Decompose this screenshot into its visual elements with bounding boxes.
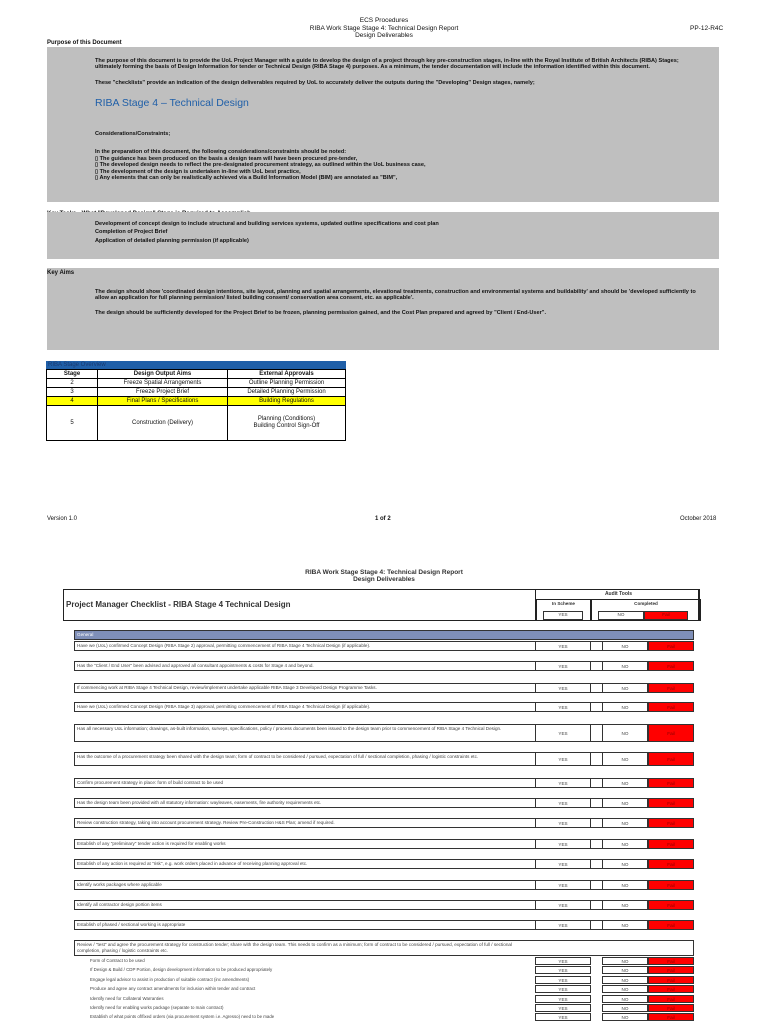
aim-cell: Construction (Delivery) (98, 406, 228, 441)
fail-cell: Fail (648, 798, 694, 808)
question-text: Confirm procurement strategy in place: form of build contract to be used (77, 780, 224, 785)
checklist-title: Project Manager Checklist - RIBA Stage 4 Technical Design (66, 600, 291, 609)
sub-item-row (74, 976, 694, 984)
table-row (74, 724, 694, 742)
audit-tools-box (535, 589, 700, 621)
sub-item-row (74, 957, 694, 965)
fail-cell: Fail (648, 976, 694, 984)
approval-cell: Detailed Planning Permission (228, 388, 346, 397)
approval-line: Building Control Sign-Off (253, 423, 320, 429)
fail-cell: Fail (648, 900, 694, 910)
question-text: Has all necessary UoL information; drawings, as-built information, surveys, specifications, policy / process documents been issued to the design team prior to commencement of RIBA Stage 4 Technical Design. (77, 726, 502, 731)
completed-label: Completed (634, 601, 658, 606)
stage-table-header-row (47, 370, 346, 379)
yes-cell: YES (535, 1013, 591, 1021)
no-cell: NO (602, 900, 648, 910)
no-cell: NO (602, 661, 648, 671)
considerations-list (95, 156, 695, 182)
yes-cell: YES (535, 880, 591, 890)
page2-title-line-1: RIBA Work Stage Stage 4: Technical Design Report (305, 569, 463, 576)
sub-item-row (74, 1013, 694, 1021)
stage-cell: 5 (47, 406, 98, 441)
fail-cell: Fail (648, 752, 694, 766)
considerations-heading: Considerations/Constraints; (95, 131, 171, 137)
yes-cell: YES (535, 641, 591, 651)
yes-cell: YES (535, 661, 591, 671)
yes-cell: YES (535, 798, 591, 808)
question-text: Has the "Client / End User" been advised and approved all consultant appointments & costs for Stage 4 and beyond. (77, 663, 314, 668)
fail-cell: Fail (648, 683, 694, 693)
header-line-3: Design Deliverables (355, 32, 413, 39)
fail-cell: Fail (648, 957, 694, 965)
yes-cell: YES (535, 839, 591, 849)
fail-cell: Fail (648, 641, 694, 651)
no-cell: NO (602, 966, 648, 974)
question-text: Has the design team been provided with all statutory information: wayleaves, easements, fire authority requirements etc. (77, 800, 322, 805)
yes-cell: YES (535, 957, 591, 965)
yes-cell: YES (535, 818, 591, 828)
yes-cell: YES (535, 683, 591, 693)
stage-cell: 2 (47, 379, 98, 388)
sub-item-text: Establish of what points of/fixed orders (via procurement system i.e. Agresso) need to be made (90, 1014, 275, 1020)
footer-version: Version 1.0 (47, 516, 78, 522)
fail-cell: Fail (648, 985, 694, 993)
table-row (74, 900, 694, 910)
fail-cell: Fail (648, 702, 694, 712)
in-scheme-col (536, 599, 591, 621)
key-task-item: Completion of Project Brief (95, 229, 168, 236)
no-cell: NO (602, 798, 648, 808)
fail-cell: Fail (648, 839, 694, 849)
yes-cell: YES (535, 995, 591, 1003)
fail-cell: Fail (648, 818, 694, 828)
key-tasks-list (95, 221, 695, 244)
fail-cell: Fail (648, 880, 694, 890)
fail-cell: Fail (648, 1013, 694, 1021)
table-row (74, 798, 694, 808)
in-scheme-label: In Scheme (552, 601, 575, 606)
table-row (74, 818, 694, 828)
table-row (74, 880, 694, 890)
approval-cell: Outline Planning Permission (228, 379, 346, 388)
table-row (74, 702, 694, 712)
purpose-para-2: These "checklists" provide an indication of the design deliverables required by UoL to accurately deliver the outputs during the "Developing" Design stages, namely; (95, 80, 535, 86)
doc-header (234, 17, 534, 40)
no-cell: NO (602, 985, 648, 993)
fail-cell: Fail (648, 966, 694, 974)
header-line-2: RIBA Work Stage Stage 4: Technical Design Report (309, 24, 459, 32)
doc-code: PP-12-R4C (690, 25, 724, 32)
no-cell: NO (602, 1004, 648, 1012)
no-cell: NO (602, 859, 648, 869)
checklist-header (63, 589, 699, 621)
table-row (47, 406, 346, 441)
sub-item-text: Engage legal advisor to assist in production of suitable contract (inc amendments) (90, 976, 250, 982)
review-text (74, 940, 694, 956)
key-task-item: Application of detailed planning permission (if applicable) (95, 237, 249, 244)
fail-cell: Fail (648, 995, 694, 1003)
table-row (47, 379, 346, 388)
section-general: General (74, 630, 694, 640)
col-header: Stage (47, 370, 98, 379)
yes-cell: YES (535, 985, 591, 993)
no-cell: NO (602, 818, 648, 828)
question-text: Has the outcome of a procurement strategy been shared with the design team; form of contract to be considered / pursued, expectation of full / sectional completion, phasing / logistic constraints etc. (77, 754, 479, 759)
page2-title-line-2: Design Deliverables (353, 576, 415, 583)
no-cell: NO (602, 702, 648, 712)
table-row (74, 839, 694, 849)
stage-overview-table (46, 361, 346, 441)
sub-item-text: Identify need for enabling works package (separate to main contract) (90, 1005, 224, 1010)
stage-cell: 3 (47, 388, 98, 397)
yes-cell: YES (535, 1004, 591, 1012)
approval-cell (228, 406, 346, 441)
consideration-item: ▯ The development of the design is undertaken in-line with UoL best practice, (95, 168, 301, 175)
table-row (74, 859, 694, 869)
sub-item-text: Produce and agree any contract amendments for inclusion within tender and contract (90, 986, 256, 992)
question-text: Identify works packages where applicable (77, 882, 162, 887)
yes-cell: YES (535, 920, 591, 930)
sub-item-text: Form of Contract to be used (90, 958, 145, 963)
consideration-item: ▯ The developed design needs to reflect the pre-designated procurement strategy, as outlined within the UoL business case, (95, 162, 426, 169)
yes-cell: YES (535, 752, 591, 766)
sub-item-text: If Design & Build / CDP Portion, design development information to be produced appropriately (90, 967, 273, 973)
no-cell: NO (602, 683, 648, 693)
fail-cell: Fail (648, 1004, 694, 1012)
table-row-highlighted (47, 397, 346, 406)
yes-cell: YES (535, 966, 591, 974)
fail-cell: Fail (648, 724, 694, 742)
consideration-item: ▯ Any elements that can only be realistically achieved via a Build Information Model (BIM) are annotated as "BIM", (95, 175, 398, 182)
fail-cell: Fail (648, 661, 694, 671)
stage-title: RIBA Stage 4 – Technical Design (95, 97, 249, 109)
sub-item-row (74, 966, 694, 974)
table-row (74, 661, 694, 671)
key-aims-panel (47, 268, 719, 350)
fail-cell: Fail (648, 859, 694, 869)
no-cell: NO (602, 641, 648, 651)
considerations-intro: In the preparation of this document, the following considerations/constraints should be noted: (95, 149, 347, 155)
audit-tools-label: Audit Tools (604, 591, 633, 597)
key-tasks-panel (47, 212, 719, 259)
table-row (74, 641, 694, 651)
purpose-heading: Purpose of this Document (47, 40, 122, 46)
no-cell: NO (602, 957, 648, 965)
header-line-1: ECS Procedures (359, 17, 409, 24)
no-cell: NO (602, 1013, 648, 1021)
col-header: External Approvals (228, 370, 346, 379)
purpose-panel (47, 47, 719, 202)
key-aims-para-1: The design should show 'coordinated design intentions, site layout, planning and spatial arrangements, elevational treatments, construction and environmental systems and buildability' and should be 'developed sufficiently to allow an application for full planning permission/ listed building consent/ conservation area consent, etc. as applicable'. (95, 289, 696, 302)
table-row (74, 683, 694, 693)
completed-col (591, 599, 701, 621)
question-text: If commencing work at RIBA Stage 4 Technical Design, review/implement undertake applicable RIBA Stage 3 Developed Design Programme Tasks. (77, 685, 377, 690)
aim-cell: Final Plans / Specifications (98, 397, 228, 406)
no-cell: NO (602, 995, 648, 1003)
approval-cell: Building Regulations (228, 397, 346, 406)
no-cell: NO (602, 752, 648, 766)
no-cell: NO (602, 778, 648, 788)
question-text: Establish of any "preliminary" tender action is required for enabling works (77, 841, 226, 846)
table-row (74, 920, 694, 930)
question-text: Have we (UoL) confirmed Concept Design (RIBA Stage 2) approval, permitting commencement of RIBA Stage 4 Technical Design (if applicable). (77, 643, 371, 648)
yes-cell: YES (535, 900, 591, 910)
key-aims-heading: Key Aims (47, 270, 75, 276)
sub-item-text: Identify need for Collateral Warranties (90, 995, 164, 1001)
no-cell: NO (602, 976, 648, 984)
sub-item-row (74, 995, 694, 1003)
footer-page: 1 of 2 (375, 516, 391, 522)
yes-cell: YES (543, 611, 583, 620)
fail-cell: Fail (648, 920, 694, 930)
question-text: Identify all contractor design portion items (77, 902, 162, 907)
no-cell: NO (598, 611, 644, 620)
stage-cell: 4 (47, 397, 98, 406)
question-text: Review construction strategy, taking into account procurement strategy. Review Pre-Construction H&S Plan; amend if required. (77, 820, 335, 825)
question-text: Establish of any action is required at "risk", e.g. work orders placed in advance of receiving planning approval etc. (77, 861, 308, 866)
aim-cell: Freeze Project Brief (98, 388, 228, 397)
consideration-item: ▯ The guidance has been produced on the basis a design team will have been procured pre-tender, (95, 156, 358, 162)
sub-item-row (74, 1004, 694, 1012)
col-header: Design Output Aims (98, 370, 228, 379)
table-row (47, 388, 346, 397)
table-row (74, 752, 694, 766)
yes-cell: YES (535, 724, 591, 742)
question-text: Establish of phased / sectional working is appropriate (77, 922, 186, 927)
aim-cell: Freeze Spatial Arrangements (98, 379, 228, 388)
fail-cell: Fail (648, 778, 694, 788)
fail-cell: Fail (644, 611, 688, 620)
table-row (74, 778, 694, 788)
key-aims-para-2: The design should be sufficiently developed for the Project Brief to be frozen, planning permission gained, and the Cost Plan prepared and agreed by "Client / End-User". (95, 310, 547, 316)
purpose-para-1: The purpose of this document is to provide the UoL Project Manager with a guide to develop the design of a project through key pre-construction stages, in-line with the Royal Institute of British Architects (RIBA) Stages; ultimately forming the basis of Design Information for tender or Technical Design (RIBA Stage 4) purposes. As a minimum, the tender documentation will include the information identified within this document. (95, 58, 679, 71)
yes-cell: YES (535, 859, 591, 869)
key-task-item: Development of concept design to include structural and building services systems, updated outline specifications and cost plan (95, 221, 439, 227)
footer-date: October 2018 (680, 516, 717, 522)
no-cell: NO (602, 880, 648, 890)
approval-line: Planning (Conditions) (257, 416, 316, 422)
page2-title (234, 569, 534, 583)
no-cell: NO (602, 724, 648, 742)
no-cell: NO (602, 920, 648, 930)
yes-cell: YES (535, 778, 591, 788)
sub-item-row (74, 985, 694, 993)
no-cell: NO (602, 839, 648, 849)
yes-cell: YES (535, 702, 591, 712)
stage-table-caption: RIBA Stage Overview (46, 361, 346, 369)
yes-cell: YES (535, 976, 591, 984)
review-text-content: Review / "test" and agree the procurement strategy for construction tender; share with the design team. This needs to confirm as a minimum; form of contract to be considered / pursued, expectation of full / sectional completion, phasing / logistic constraints etc. (77, 942, 512, 953)
question-text: Have we (UoL) confirmed Concept Design (RIBA Stage 3) approval, permitting commencement of RIBA Stage 4 Technical Design (if applicable). (77, 704, 371, 709)
